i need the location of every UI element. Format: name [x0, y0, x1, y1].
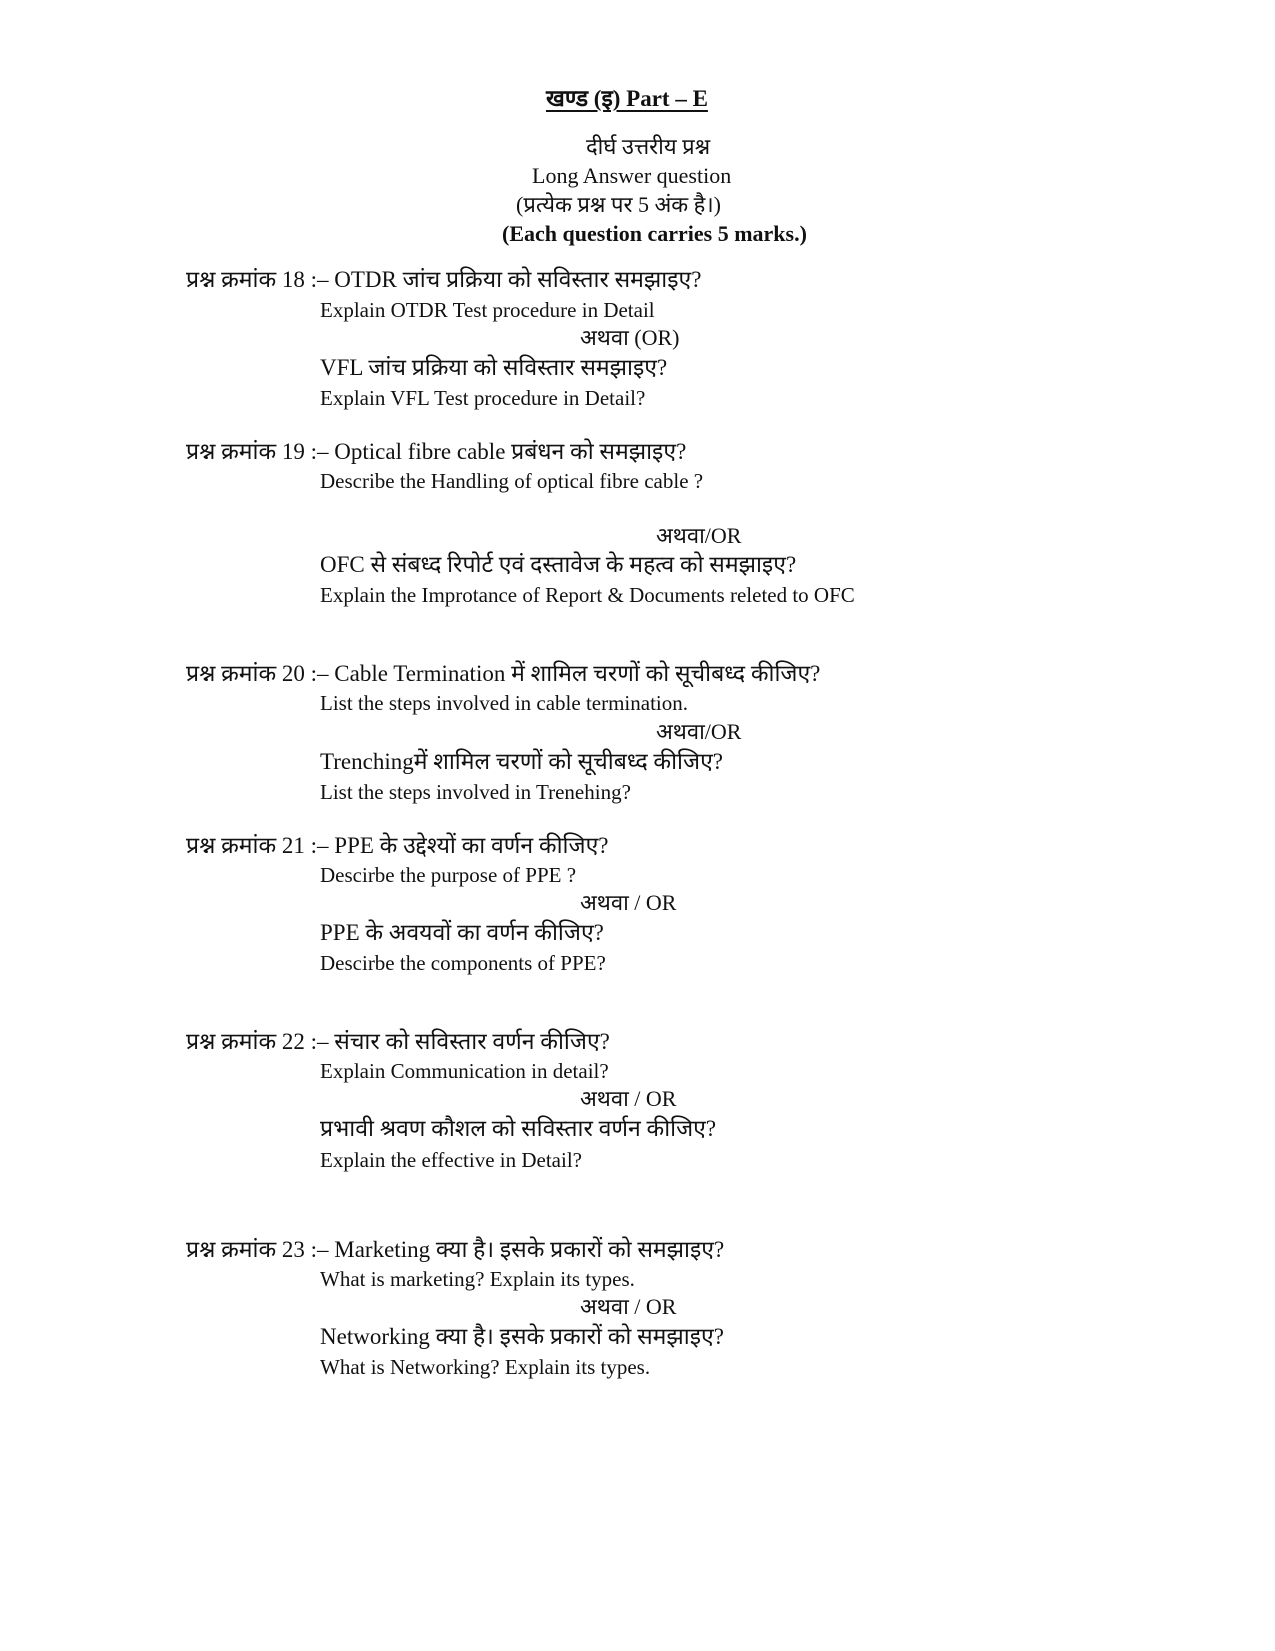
question-19-alt-english: Explain the Improtance of Report & Documents releted to OFC: [320, 583, 855, 607]
question-20-english: List the steps involved in cable termination.: [320, 691, 689, 715]
section-subtitle-english: Long Answer question: [532, 163, 732, 188]
section-subtitle-hindi: दीर्घ उत्तरीय प्रश्न: [586, 134, 711, 159]
question-18-alt-english: Explain VFL Test procedure in Detail?: [320, 386, 646, 410]
marks-note-hindi: (प्रत्येक प्रश्न पर 5 अंक है।): [516, 192, 721, 217]
question-23-or: अथवा / OR: [580, 1294, 677, 1319]
question-20-alt-hindi: Trenchingमें शामिल चरणों को सूचीबध्द कीजिए?: [320, 749, 724, 774]
question-22-alt-hindi: प्रभावी श्रवण कौशल को सविस्तार वर्णन कीजिए?: [320, 1116, 717, 1141]
question-18-alt-hindi: VFL जांच प्रक्रिया को सविस्तार समझाइए?: [320, 355, 668, 380]
question-21-alt-hindi: PPE के अवयवों का वर्णन कीजिए?: [320, 920, 604, 945]
question-22-alt-english: Explain the effective in Detail?: [320, 1148, 582, 1172]
question-20-alt-english: List the steps involved in Trenehing?: [320, 780, 631, 804]
question-21-english: Descirbe the purpose of PPE ?: [320, 863, 577, 887]
question-19-english: Describe the Handling of optical fibre cable ?: [320, 469, 704, 493]
question-21-label: प्रश्न क्रमांक 21 :– PPE के उद्देश्यों का वर्णन कीजिए?: [186, 833, 609, 858]
question-20-label: प्रश्न क्रमांक 20 :– Cable Termination में शामिल चरणों को सूचीबध्द कीजिए?: [186, 661, 821, 686]
question-18-english: Explain OTDR Test procedure in Detail: [320, 298, 655, 322]
section-title: खण्ड (इ) Part – E: [546, 86, 708, 111]
question-22-english: Explain Communication in detail?: [320, 1059, 609, 1083]
question-23-alt-english: What is Networking? Explain its types.: [320, 1355, 651, 1379]
question-23-label: प्रश्न क्रमांक 23 :– Marketing क्या है। इसके प्रकारों को समझाइए?: [186, 1237, 725, 1262]
question-19-or: अथवा/OR: [656, 523, 742, 548]
question-22-label: प्रश्न क्रमांक 22 :– संचार को सविस्तार वर्णन कीजिए?: [186, 1029, 610, 1054]
question-20-or: अथवा/OR: [656, 719, 742, 744]
question-19-alt-hindi: OFC से संबध्द रिपोर्ट एवं दस्तावेज के महत्व को समझाइए?: [320, 552, 797, 577]
marks-note-english: (Each question carries 5 marks.): [502, 221, 807, 246]
question-22-or: अथवा / OR: [580, 1086, 677, 1111]
question-23-alt-hindi: Networking क्या है। इसके प्रकारों को समझाइए?: [320, 1324, 724, 1349]
question-19-label: प्रश्न क्रमांक 19 :– Optical fibre cable प्रबंधन को समझाइए?: [186, 439, 687, 464]
question-21-alt-english: Descirbe the components of PPE?: [320, 951, 606, 975]
question-21-or: अथवा / OR: [580, 890, 677, 915]
question-23-english: What is marketing? Explain its types.: [320, 1267, 635, 1291]
question-18-or: अथवा (OR): [580, 325, 680, 350]
question-18-label: प्रश्न क्रमांक 18 :– OTDR जांच प्रक्रिया को सविस्तार समझाइए?: [186, 267, 702, 292]
